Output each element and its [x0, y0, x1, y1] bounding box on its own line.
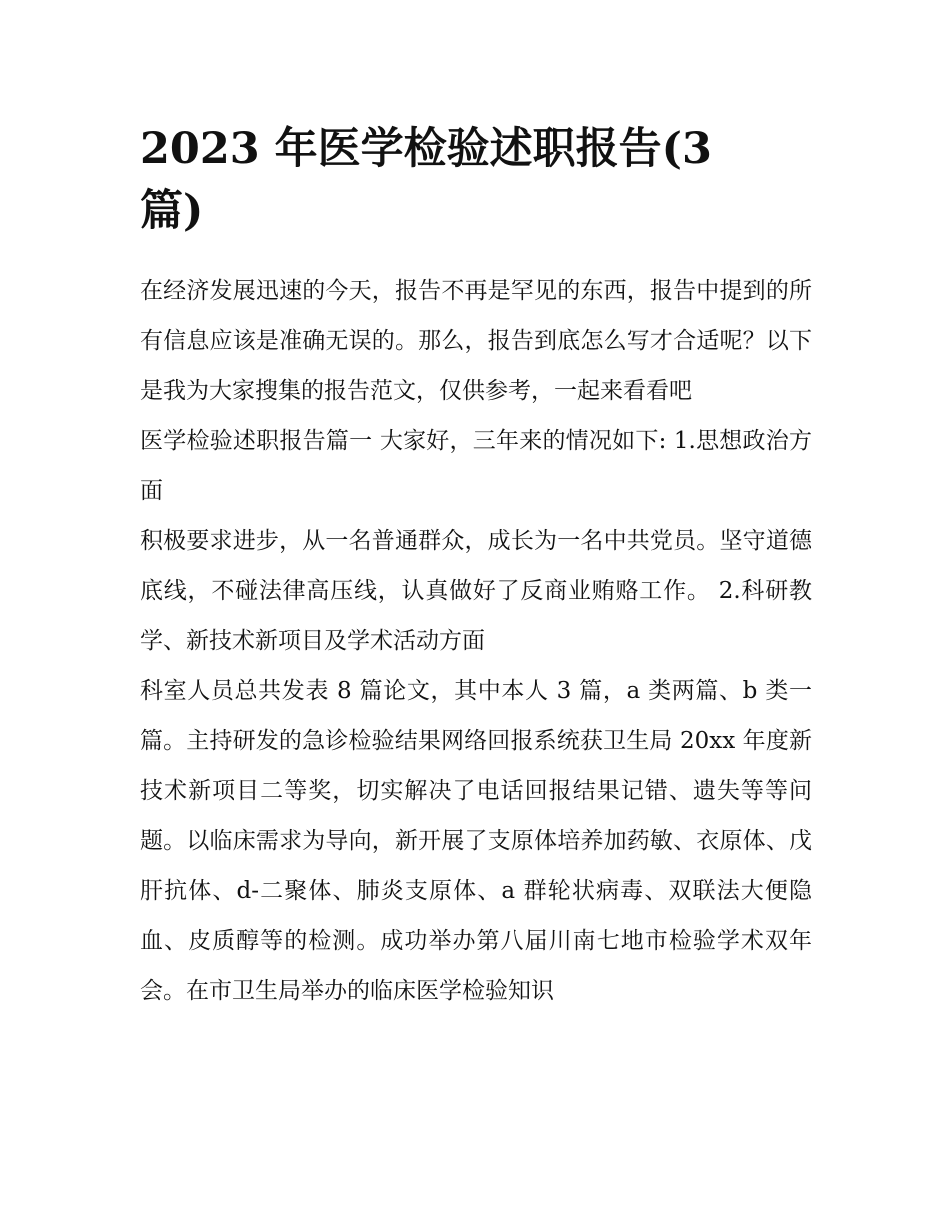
document-title: 2023 年医学检验述职报告(3 篇) [140, 124, 712, 236]
research-aspect-paragraph: 科室人员总共发表 8 篇论文，其中本人 3 篇，a 类两篇、b 类一篇。主持研发的急诊检验结果网络回报系统获卫生局 20xx 年度新技术新项目二等奖，切实解决了电话回报结果记错、遗失等等问题。以临床需求为导向，新开展了支原体培养加药敏、衣原体、戊肝抗体、d-二聚体、肺炎支原体、a 群轮状病毒、双联法大便隐血、皮质醇等的检测。成功举办第八届川南七地市检验学术双年会。在市卫生局举办的临床医学检验知识 [140, 678, 812, 1004]
political-aspect-paragraph: 积极要求进步，从一名普通群众，成长为一名中共党员。坚守道德底线，不碰法律高压线，认真做好了反商业贿赂工作。 2.科研教学、新技术新项目及学术活动方面 [140, 528, 812, 654]
intro-paragraph: 在经济发展迅速的今天，报告不再是罕见的东西，报告中提到的所有信息应该是准确无误的。那么，报告到底怎么写才合适呢？以下是我为大家搜集的报告范文，仅供参考，一起来看看吧 [140, 278, 812, 404]
document-page [140, 118, 812, 1016]
section-one-heading-paragraph: 医学检验述职报告篇一 大家好，三年来的情况如下: 1.思想政治方面 [140, 428, 812, 504]
